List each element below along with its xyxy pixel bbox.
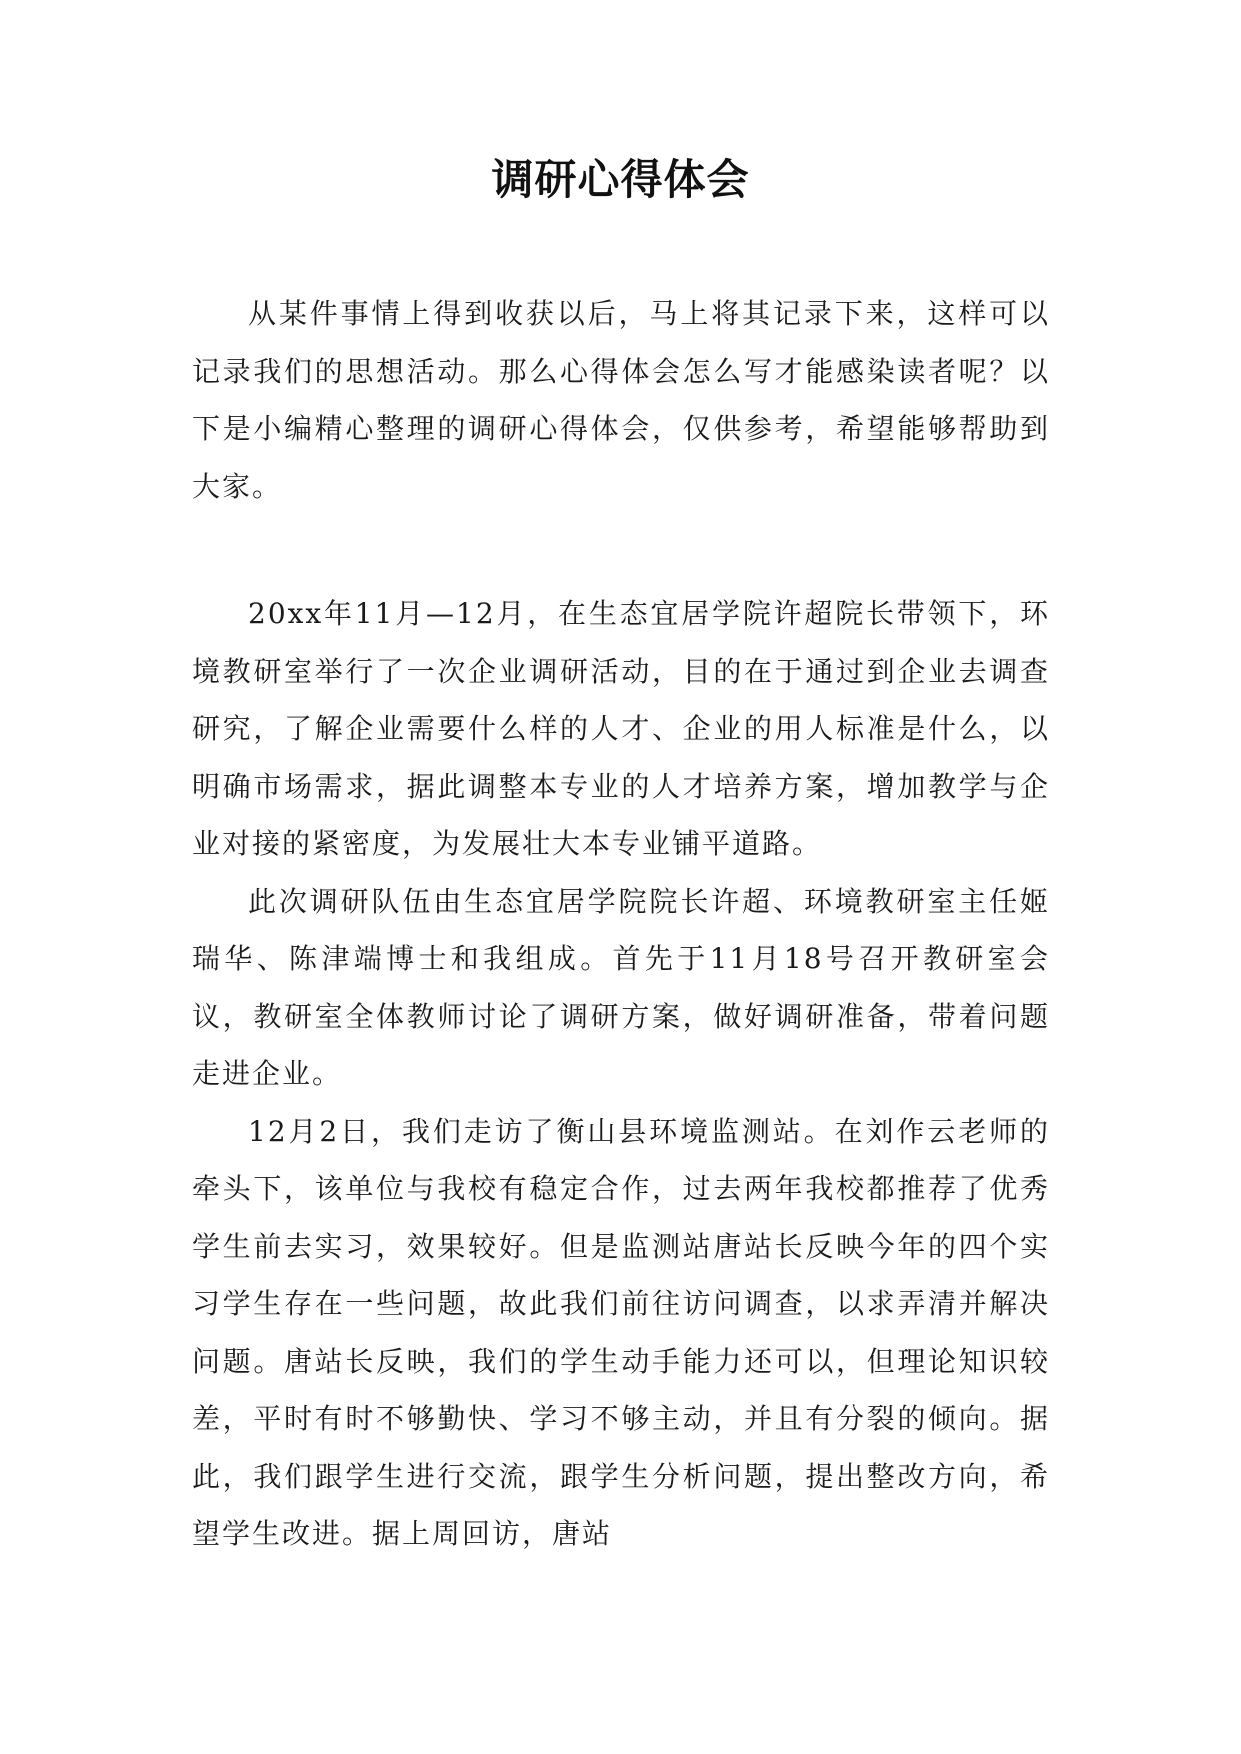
body-paragraph-1: 20xx年11月—12月，在生态宜居学院许超院长带领下，环境教研室举行了一次企业调研活动，目的在于通过到企业去调查研究，了解企业需要什么样的人才、企业的用人标准是什么，以明确市场需求，据此调整本专业的人才培养方案，增加教学与企业对接的紧密度，为发展壮大本专业铺平道路。 bbox=[192, 597, 1050, 860]
intro-paragraph: 从某件事情上得到收获以后，马上将其记录下来，这样可以记录我们的思想活动。那么心得体会怎么写才能感染读者呢？以下是小编精心整理的调研心得体会，仅供参考，希望能够帮助到大家。 bbox=[192, 297, 1050, 503]
body-paragraph-2: 此次调研队伍由生态宜居学院院长许超、环境教研室主任姬瑞华、陈津端博士和我组成。首先于11月18号召开教研室会议，教研室全体教师讨论了调研方案，做好调研准备，带着问题走进企业。 bbox=[192, 884, 1050, 1090]
body-paragraph-3: 12月2日，我们走访了衡山县环境监测站。在刘作云老师的牵头下，该单位与我校有稳定合作，过去两年我校都推荐了优秀学生前去实习，效果较好。但是监测站唐站长反映今年的四个实习学生存在一些问题，故此我们前往访问调查，以求弄清并解决问题。唐站长反映，我们的学生动手能力还可以，但理论知识较差，平时有时不够勤快、学习不够主动，并且有分裂的倾向。据此，我们跟学生进行交流，跟学生分析问题，提出整改方向，希望学生改进。据上周回访，唐站 bbox=[192, 1114, 1050, 1550]
document-body bbox=[192, 285, 1050, 1563]
paragraph-gap bbox=[192, 515, 1050, 585]
document-title: 调研心得体会 bbox=[491, 155, 750, 204]
